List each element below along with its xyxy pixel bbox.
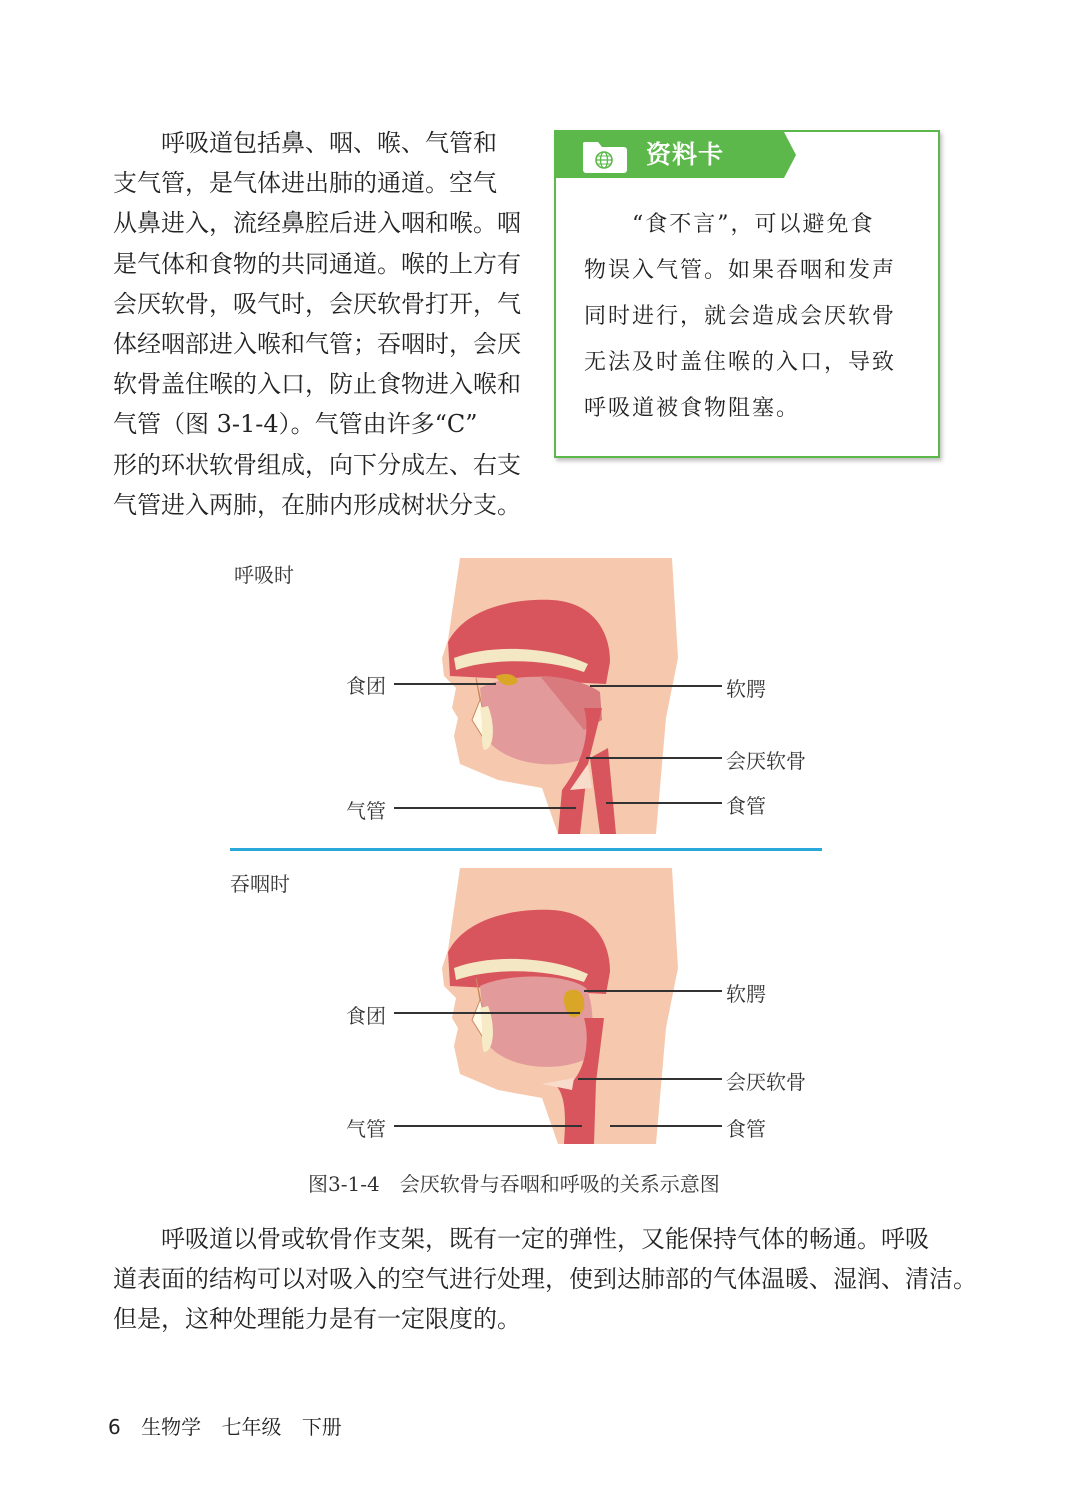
card-body	[584, 202, 914, 432]
text-line: 形的环状软骨组成，向下分成左、右支	[113, 450, 521, 479]
info-card	[554, 130, 940, 458]
intro-paragraph	[113, 123, 528, 525]
card-line: “食不言”，可以避免食	[584, 212, 875, 237]
text-line: 道表面的结构可以对吸入的空气进行处理，使到达肺部的气体温暖、湿润、清洁。	[113, 1265, 977, 1294]
text-line: 气管（图 3-1-4）。气管由许多“C”	[113, 410, 478, 439]
label-food-bolus: 食团	[346, 1004, 386, 1028]
text-line: 体经咽部进入喉和气管；吞咽时，会厌	[113, 330, 521, 359]
leader-line	[394, 1012, 580, 1014]
label-soft-palate: 软腭	[726, 982, 766, 1006]
panel-heading-breathing: 呼吸时	[234, 563, 294, 587]
leader-line	[606, 802, 722, 804]
text-line: 支气管，是气体进出肺的通道。空气	[113, 169, 497, 198]
leader-line	[590, 685, 722, 687]
closing-paragraph	[113, 1219, 977, 1340]
label-esophagus: 食管	[726, 794, 766, 818]
label-soft-palate: 软腭	[726, 677, 766, 701]
leader-line	[394, 1125, 582, 1127]
leader-line	[394, 683, 496, 685]
figure-caption: 图3-1-4 会厌软骨与吞咽和呼吸的关系示意图	[308, 1172, 720, 1196]
label-epiglottis: 会厌软骨	[726, 1070, 806, 1094]
card-line: 呼吸道被食物阻塞。	[584, 396, 801, 421]
throat-illustration-breathing	[440, 558, 690, 834]
footer-subject: 生物学	[141, 1415, 202, 1439]
footer-volume: 下册	[301, 1415, 342, 1439]
label-food-bolus: 食团	[346, 674, 386, 698]
text-line: 呼吸道包括鼻、咽、喉、气管和	[113, 129, 497, 157]
card-line: 无法及时盖住喉的入口，导致	[584, 350, 897, 375]
footer-grade: 七年级	[221, 1415, 282, 1439]
page-footer	[108, 1411, 356, 1440]
label-trachea: 气管	[346, 1117, 386, 1141]
leader-line	[584, 990, 722, 992]
leader-line	[578, 1078, 722, 1080]
text-line: 但是，这种处理能力是有一定限度的。	[113, 1305, 521, 1334]
page-number: 6	[108, 1415, 121, 1439]
card-title: 资料卡	[646, 140, 725, 169]
text-line: 从鼻进入，流经鼻腔后进入咽和喉。咽	[113, 209, 521, 238]
text-line: 软骨盖住喉的入口，防止食物进入喉和	[113, 370, 521, 399]
text-line: 气管进入两肺，在肺内形成树状分支。	[113, 490, 521, 519]
text-line: 会厌软骨，吸气时，会厌软骨打开，气	[113, 289, 521, 318]
label-trachea: 气管	[346, 799, 386, 823]
leader-line	[610, 1125, 722, 1127]
leader-line	[394, 807, 576, 809]
text-line: 呼吸道以骨或软骨作支架，既有一定的弹性，又能保持气体的畅通。呼吸	[113, 1225, 929, 1253]
card-line: 物误入气管。如果吞咽和发声	[584, 258, 897, 283]
label-epiglottis: 会厌软骨	[726, 749, 806, 773]
card-line: 同时进行，就会造成会厌软骨	[584, 304, 897, 329]
label-esophagus: 食管	[726, 1117, 766, 1141]
panel-heading-swallowing: 吞咽时	[230, 872, 290, 896]
text-line: 是气体和食物的共同通道。喉的上方有	[113, 249, 521, 278]
leader-line	[586, 757, 722, 759]
throat-illustration-swallowing	[440, 868, 690, 1144]
panel-divider	[230, 848, 822, 851]
